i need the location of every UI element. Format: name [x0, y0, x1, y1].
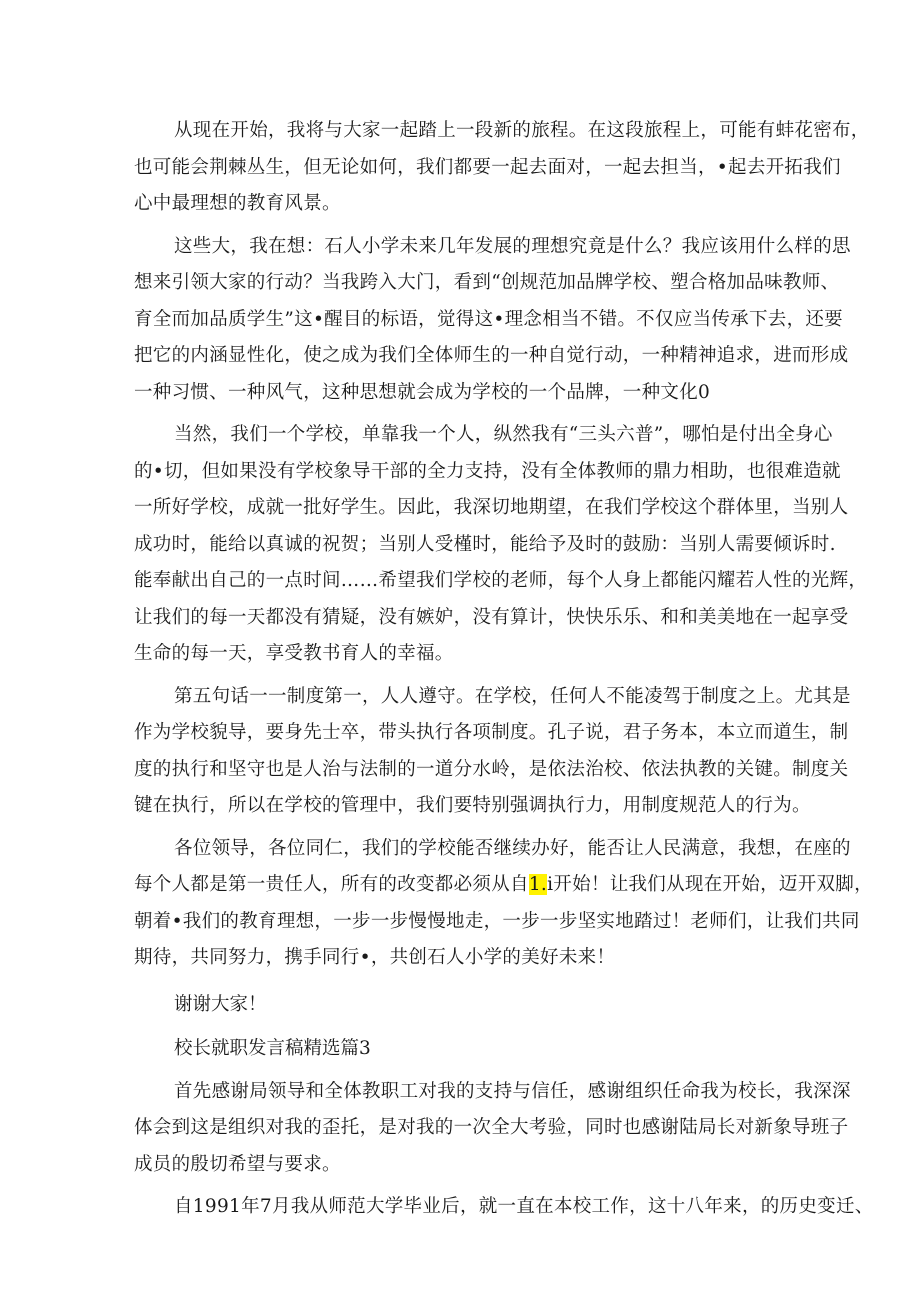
paragraph-4: [134, 679, 851, 825]
text-line: 期待，共同努力，携手同行•，共创石人小学的美好未来！: [134, 947, 616, 968]
document-body: [134, 113, 874, 1232]
text-line: 生命的每一天，享受教书育人的幸福。: [134, 643, 454, 664]
text-line: 育全而加品质学生”这•醒目的标语，觉得这•理念相当不错。不仅应当传承下去，还要: [134, 308, 843, 330]
highlighted-text: 1.: [528, 874, 548, 895]
text-line: 首先感谢局领导和全体教职工对我的支持与信任，感谢组织任命我为校长，我深深: [174, 1080, 851, 1102]
text-line: 成员的殷切希望与要求。: [134, 1153, 341, 1175]
section-title: 校长就职发言稿精选篇3: [174, 1038, 371, 1059]
text-line: 自1991年7月我从师范大学毕业后，就一直在本校工作，这十八年来，的历史变迁、: [174, 1196, 874, 1217]
text-line: 第五句话一一制度第一，人人遵守。在学校，任何人不能凌驾于制度之上。尤其是: [174, 685, 851, 707]
paragraph-3: [134, 417, 868, 673]
paragraph-2: [134, 229, 851, 412]
text-line: 键在执行，所以在学校的管理中，我们要特别强调执行力，用制度规范人的行为。: [134, 795, 811, 816]
text-line: 也可能会荆棘丛生，但无论如何，我们都要一起去面对，一起去担当，•起去开拓我们: [134, 156, 841, 178]
text-line: 心中最理想的教育风景。: [134, 193, 341, 214]
text-line: 想来引领大家的行动？当我跨入大门，看到“创规范加品牌学校、塑合格加品味教师、: [134, 272, 840, 293]
text-line: 作为学校貌导，要身先士卒，带头执行各项制度。孔子说，君子务本，本立而道生，制: [134, 722, 849, 743]
text-line: 的•切，但如果没有学校象导干部的全力支持，没有全体教师的鼎力相助，也很难造就: [134, 460, 841, 482]
text-line-with-highlight: [134, 867, 873, 904]
text-fragment: 每个人都是第一贵任人，所有的改变都必须从自: [134, 874, 529, 895]
text-line: 朝着•我们的教育理想，一步一步慢慢地走，一步一步坚实地踏过！老师们，让我们共同: [134, 910, 860, 932]
paragraph-5: [134, 831, 873, 977]
paragraph-1: [134, 113, 870, 223]
text-line: 能奉献出自己的一点时间……希望我们学校的老师，每个人身上都能闪耀若人性的光辉，: [134, 570, 868, 591]
text-line: 度的执行和坚守也是人治与法制的一道分水岭，是依法治校、依法执教的关键。制度关: [134, 758, 849, 780]
text-line: 一所好学校，成就一批好学生。因此，我深切地期望，在我们学校这个群体里，当别人: [134, 497, 849, 518]
text-line: 体会到这是组织对我的歪托，是对我的一次全大考验，同时也感谢陆局长对新象导班子: [134, 1117, 849, 1138]
text-line: 各位领导，各位同仁，我们的学校能否继续办好，能否让人民满意，我想，在座的: [174, 837, 851, 859]
paragraph-6: [134, 1074, 851, 1184]
text-line: 让我们的每一天都没有猜疑，没有嫉妒，没有算计，快快乐乐、和和美美地在一起享受: [134, 606, 849, 628]
thanks-line: 谢谢大家！: [174, 993, 267, 1015]
text-line: 把它的内涵显性化，使之成为我们全体师生的一种自觉行动，一种精神追求，进而形成: [134, 345, 849, 366]
paragraph-7: [134, 1189, 874, 1226]
text-line: 这些大，我在想：石人小学未来几年发展的理想究竟是什么？我应该用什么样的思: [174, 235, 851, 257]
text-line: 成功时，能给以真诚的祝贺；当别人受槿时，能给予及时的鼓励：当别人需要倾诉时.: [134, 533, 836, 555]
text-fragment: i开始！让我们从现在开始，迈开双脚，: [547, 874, 873, 895]
text-line: 当然，我们一个学校，单靠我一个人，纵然我有“三头六普”，哪怕是付出全身心: [174, 424, 833, 445]
text-line: 从现在开始，我将与大家一起踏上一段新的旅程。在这段旅程上，可能有蚌花密布，: [174, 120, 870, 141]
text-line: 一种习惯、一种风气，这种思想就会成为学校的一个品牌，一种文化0: [134, 381, 711, 403]
